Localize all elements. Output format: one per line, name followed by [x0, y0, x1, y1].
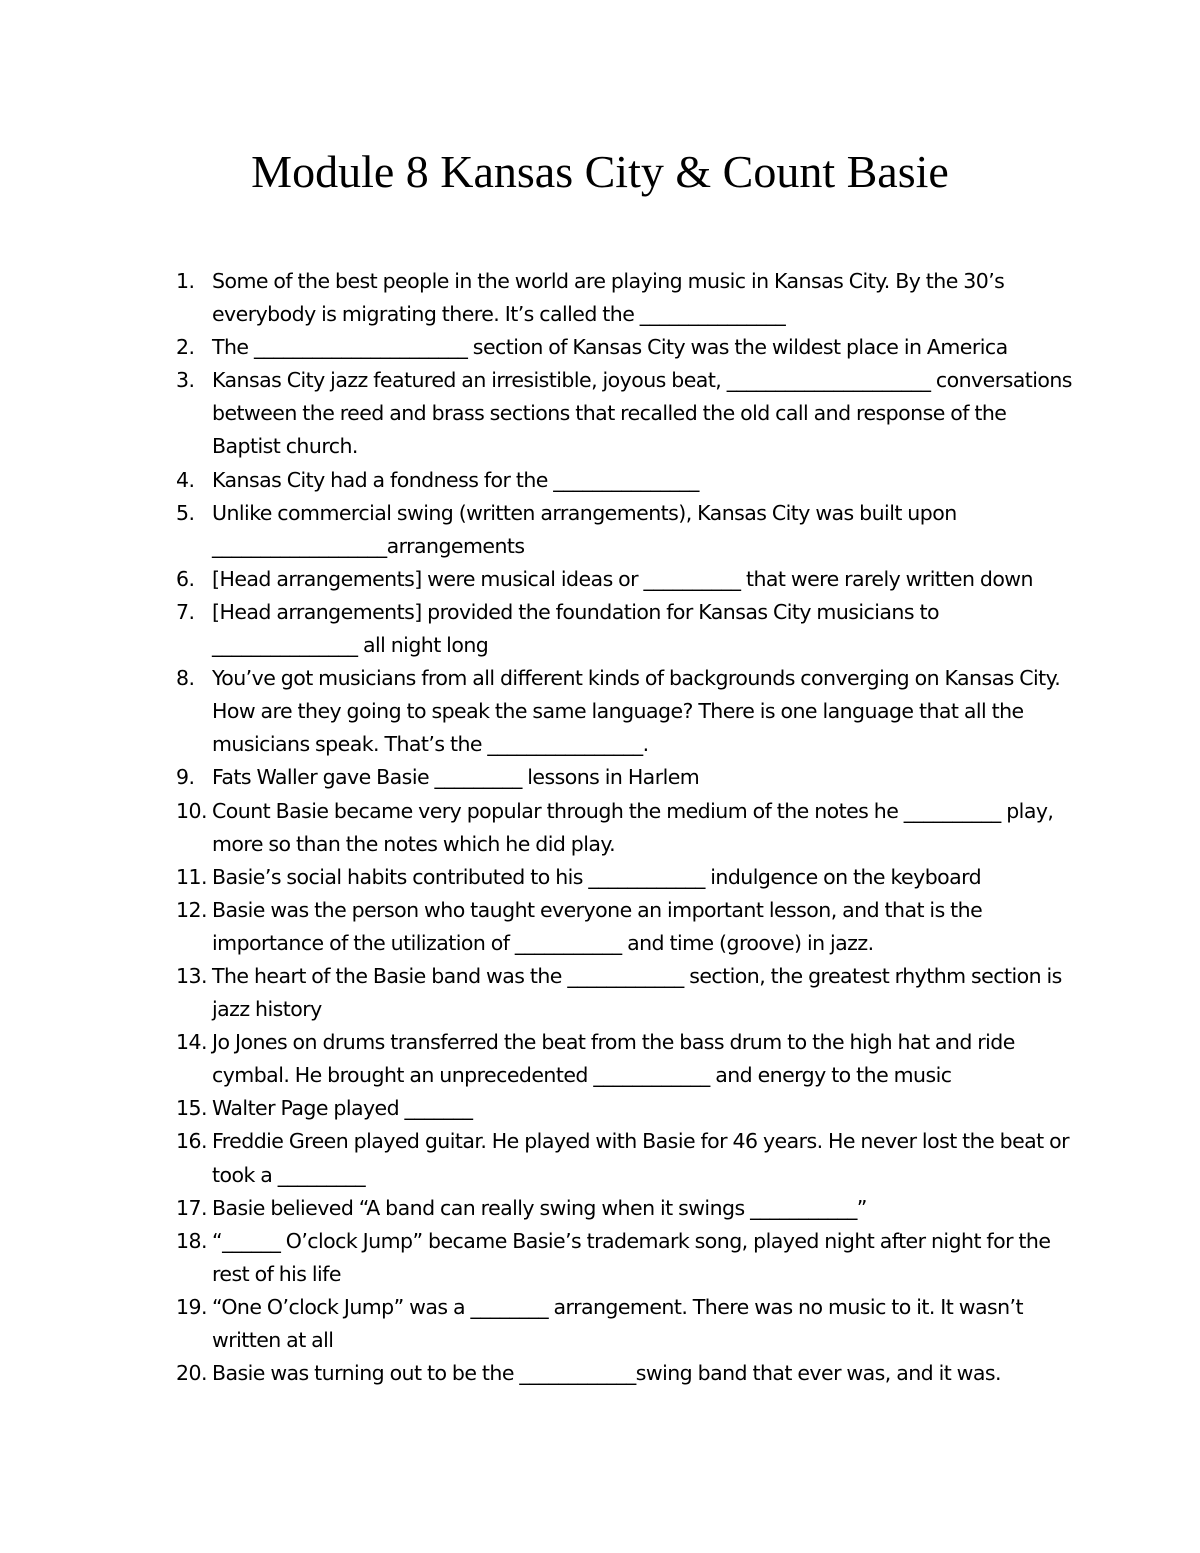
question-item	[176, 265, 1076, 331]
question-item	[176, 596, 1076, 662]
question-number: 19.	[176, 1294, 207, 1319]
question-item	[176, 1092, 1076, 1125]
question-number: 17.	[176, 1195, 207, 1220]
question-item	[176, 364, 1076, 463]
question-number: 7.	[176, 599, 195, 624]
question-number: 14.	[176, 1030, 207, 1055]
question-number: 9.	[176, 765, 195, 790]
question-number: 2.	[176, 335, 195, 360]
question-text: Kansas City had a fondness for the _______________	[212, 467, 699, 492]
question-text: “One O’clock Jump” was a ________ arrangement. There was no music to it. It wasn’t written at all	[212, 1294, 1029, 1352]
question-item	[176, 761, 1076, 794]
question-text: Kansas City jazz featured an irresistible, joyous beat, _____________________ conversations between the reed and brass sections that recalled the old call and response of the Baptist church.	[212, 368, 1078, 459]
question-text: The ______________________ section of Kansas City was the wildest place in America	[212, 335, 1008, 360]
question-number: 16.	[176, 1129, 207, 1154]
question-number: 5.	[176, 500, 195, 525]
question-number: 20.	[176, 1361, 207, 1386]
question-number: 15.	[176, 1096, 207, 1121]
question-item	[176, 331, 1076, 364]
question-text: The heart of the Basie band was the ____________ section, the greatest rhythm section is jazz history	[212, 963, 1068, 1022]
question-text: “______ O’clock Jump” became Basie’s trademark song, played night after night for the rest of his life	[212, 1228, 1056, 1286]
question-text: [Head arrangements] provided the foundation for Kansas City musicians to _______________ all night long	[212, 599, 945, 658]
question-number: 4.	[176, 467, 195, 492]
question-text: Basie believed “A band can really swing when it swings ___________”	[212, 1195, 867, 1220]
question-number: 3.	[176, 368, 195, 393]
question-text: Basie was turning out to be the ____________swing band that ever was, and it was.	[212, 1361, 1002, 1386]
page-title: Module 8 Kansas City & Count Basie	[251, 146, 949, 197]
question-item	[176, 563, 1076, 596]
question-number: 10.	[176, 798, 207, 823]
question-item	[176, 1192, 1076, 1225]
question-item	[176, 464, 1076, 497]
question-item	[176, 1125, 1076, 1191]
question-text: [Head arrangements] were musical ideas or __________ that were rarely written down	[212, 566, 1033, 591]
question-text: Unlike commercial swing (written arrangements), Kansas City was built upon __________________arrangements	[212, 500, 963, 558]
question-text: Walter Page played _______	[212, 1096, 473, 1121]
question-item	[176, 795, 1076, 861]
question-number: 12.	[176, 897, 207, 922]
question-number: 8.	[176, 666, 195, 691]
question-text: Freddie Green played guitar. He played with Basie for 46 years. He never lost the beat or took a _________	[212, 1129, 1075, 1187]
question-number: 13.	[176, 963, 207, 988]
question-item	[176, 1026, 1076, 1092]
question-item	[176, 497, 1076, 563]
question-text: Count Basie became very popular through the medium of the notes he __________ play, more so than the notes which he did play.	[212, 798, 1059, 856]
question-item	[176, 1291, 1076, 1357]
question-text: Fats Waller gave Basie _________ lessons in Harlem	[212, 765, 700, 790]
question-number: 6.	[176, 566, 195, 591]
question-text: Jo Jones on drums transferred the beat from the bass drum to the high hat and ride cymbal. He brought an unprecedented ____________ and energy to the music	[212, 1030, 1021, 1088]
question-text: Basie’s social habits contributed to his ____________ indulgence on the keyboard	[212, 864, 982, 889]
question-item	[176, 960, 1076, 1026]
question-number: 11.	[176, 864, 207, 889]
question-number: 1.	[176, 269, 195, 293]
question-item	[176, 861, 1076, 894]
question-list	[176, 265, 1076, 1390]
question-text: Some of the best people in the world are playing music in Kansas City. By the 30’s everybody is migrating there. It’s called the _______________	[212, 269, 1010, 327]
question-item	[176, 1357, 1076, 1390]
question-text: Basie was the person who taught everyone an important lesson, and that is the importance of the utilization of ___________ and time (groove) in jazz.	[212, 897, 988, 955]
question-number: 18.	[176, 1228, 207, 1253]
question-item	[176, 662, 1076, 761]
question-text: You’ve got musicians from all different kinds of backgrounds converging on Kansas City. How are they going to speak the same language? There is one language that all the musicians speak. That’s the ________________.	[212, 666, 1066, 757]
question-item	[176, 894, 1076, 960]
question-item	[176, 1225, 1076, 1291]
